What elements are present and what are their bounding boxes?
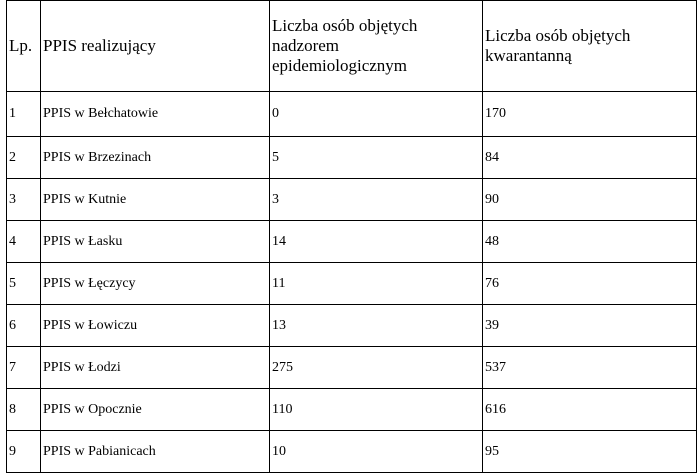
cell-lp: 1: [7, 92, 41, 137]
cell-quarantine: 48: [483, 221, 697, 263]
cell-supervision: 0: [270, 92, 483, 137]
cell-ppis: PPIS w Pabianicach: [41, 431, 270, 473]
cell-lp: 5: [7, 263, 41, 305]
cell-ppis: PPIS w Łowiczu: [41, 305, 270, 347]
cell-lp: 3: [7, 179, 41, 221]
cell-lp: 4: [7, 221, 41, 263]
cell-ppis: PPIS w Łodzi: [41, 347, 270, 389]
cell-supervision: 14: [270, 221, 483, 263]
cell-supervision: 11: [270, 263, 483, 305]
cell-lp: 6: [7, 305, 41, 347]
table-row: [7, 347, 697, 389]
header-quarantine-count: Liczba osób objętych kwarantanną: [483, 1, 697, 92]
cell-quarantine: 537: [483, 347, 697, 389]
header-lp: Lp.: [7, 1, 41, 92]
cell-lp: 7: [7, 347, 41, 389]
table-row: [7, 137, 697, 179]
cell-supervision: 275: [270, 347, 483, 389]
header-supervision-count: Liczba osób objętych nadzorem epidemiologicznym: [270, 1, 483, 92]
header-ppis: PPIS realizujący: [41, 1, 270, 92]
cell-ppis: PPIS w Kutnie: [41, 179, 270, 221]
cell-supervision: 110: [270, 389, 483, 431]
table-row: [7, 263, 697, 305]
cell-ppis: PPIS w Brzezinach: [41, 137, 270, 179]
cell-quarantine: 95: [483, 431, 697, 473]
cell-ppis: PPIS w Łasku: [41, 221, 270, 263]
cell-ppis: PPIS w Łęczycy: [41, 263, 270, 305]
epidemiological-table: [6, 0, 697, 473]
cell-ppis: PPIS w Bełchatowie: [41, 92, 270, 137]
cell-lp: 8: [7, 389, 41, 431]
cell-quarantine: 90: [483, 179, 697, 221]
cell-ppis: PPIS w Opocznie: [41, 389, 270, 431]
cell-quarantine: 84: [483, 137, 697, 179]
table-row: [7, 221, 697, 263]
cell-quarantine: 616: [483, 389, 697, 431]
cell-supervision: 3: [270, 179, 483, 221]
cell-lp: 9: [7, 431, 41, 473]
cell-supervision: 10: [270, 431, 483, 473]
table-row: [7, 179, 697, 221]
table-row: [7, 305, 697, 347]
cell-quarantine: 76: [483, 263, 697, 305]
cell-quarantine: 170: [483, 92, 697, 137]
cell-supervision: 13: [270, 305, 483, 347]
table-header-row: [7, 1, 697, 92]
cell-lp: 2: [7, 137, 41, 179]
table-row: [7, 92, 697, 137]
table-row: [7, 431, 697, 473]
cell-quarantine: 39: [483, 305, 697, 347]
cell-supervision: 5: [270, 137, 483, 179]
table-row: [7, 389, 697, 431]
